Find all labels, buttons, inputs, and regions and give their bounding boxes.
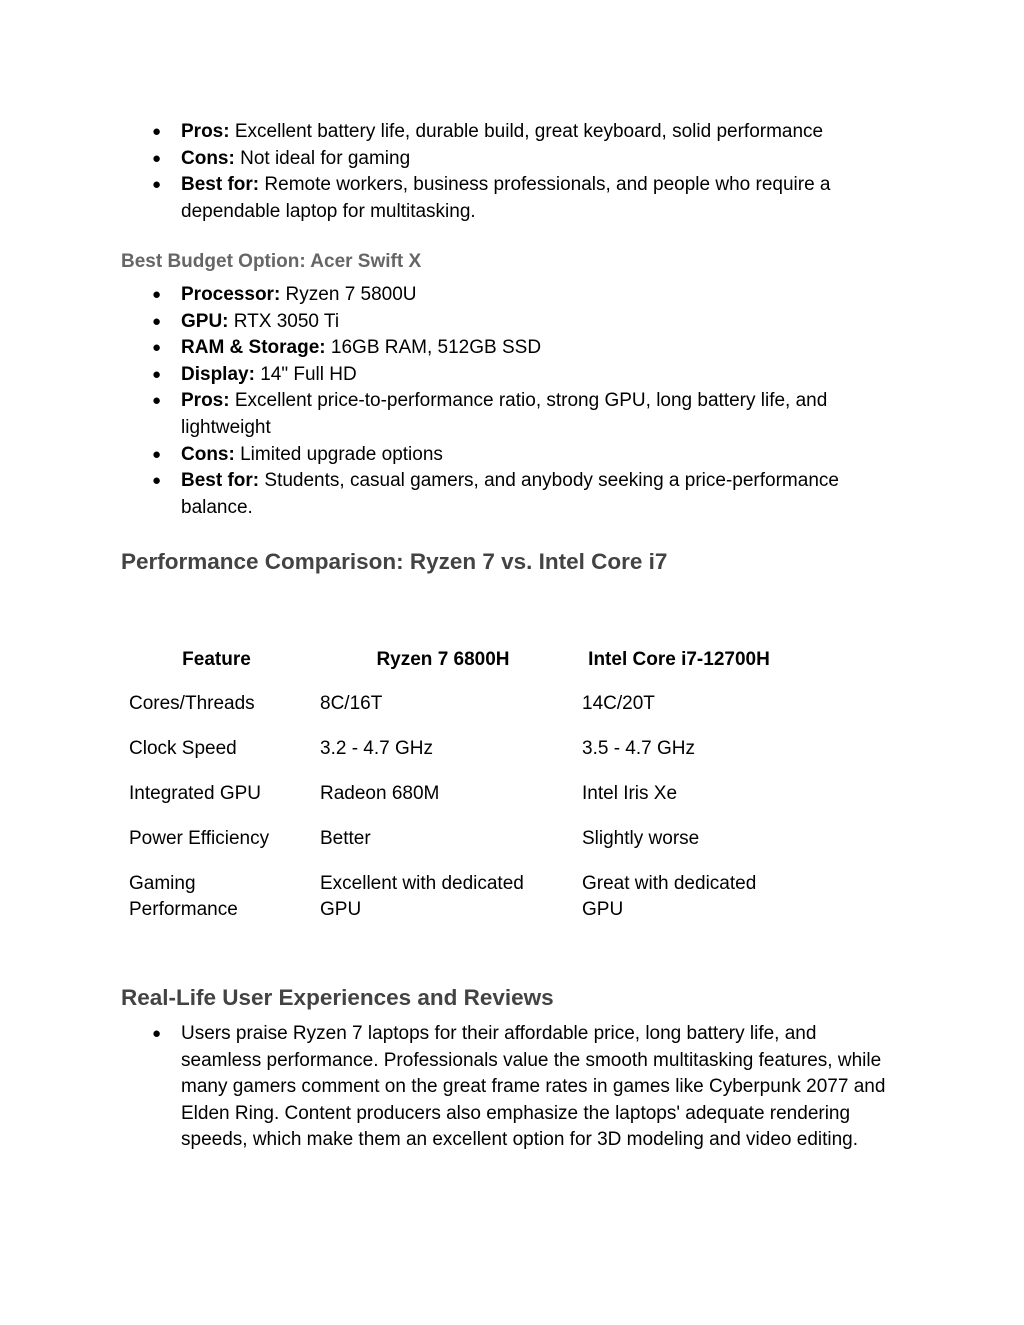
list-item xyxy=(0,362,1024,389)
table-cell: Integrated GPU xyxy=(129,783,262,804)
table-cell: 8C/16T xyxy=(320,693,383,714)
bullet-icon: ● xyxy=(152,312,162,330)
bullet-icon: ● xyxy=(152,149,162,167)
item-label: Display: xyxy=(181,363,255,385)
item-text: Excellent battery life, durable build, great keyboard, solid performance xyxy=(229,121,824,142)
list-item xyxy=(0,388,1024,441)
bullet-icon: ● xyxy=(152,365,162,383)
table-row xyxy=(121,682,784,727)
bullet-icon: ● xyxy=(152,123,162,140)
list-item xyxy=(0,335,1024,362)
item-label: Best for: xyxy=(181,174,260,196)
item-label: GPU: xyxy=(181,310,229,332)
table-cell: 3.5 - 4.7 GHz xyxy=(582,738,695,759)
laptop-details-list xyxy=(0,119,1024,225)
table-row xyxy=(121,862,784,933)
table-cell: 3.2 - 4.7 GHz xyxy=(320,738,433,759)
item-label: Cons: xyxy=(181,147,235,169)
table-cell: Clock Speed xyxy=(129,738,237,759)
item-text: Limited upgrade options xyxy=(234,443,443,465)
bullet-icon: ● xyxy=(152,1025,162,1042)
user-reviews-heading: Real-Life User Experiences and Reviews xyxy=(121,985,554,1010)
item-text: Students, casual gamers, and anybody seeking a price-performance balance. xyxy=(181,470,839,518)
table-cell: 14C/20T xyxy=(582,693,655,714)
bullet-icon: ● xyxy=(152,286,162,303)
item-text: 14" Full HD xyxy=(254,363,357,385)
column-header: Intel Core i7-12700H xyxy=(588,649,770,670)
item-text: Not ideal for gaming xyxy=(234,147,411,169)
item-label: Processor: xyxy=(181,284,281,305)
table-cell: Cores/Threads xyxy=(129,693,255,714)
list-item xyxy=(0,442,1024,469)
reviews-list xyxy=(0,1021,1024,1154)
table-cell: Intel Iris Xe xyxy=(582,783,678,804)
bullet-icon: ● xyxy=(152,472,162,490)
budget-option-heading: Best Budget Option: Acer Swift X xyxy=(121,251,422,272)
bullet-icon: ● xyxy=(152,392,162,410)
table-row xyxy=(121,772,784,817)
list-item xyxy=(0,468,1024,521)
item-text: Ryzen 7 5800U xyxy=(280,284,417,305)
table-row xyxy=(121,727,784,772)
item-label: Pros: xyxy=(181,121,230,142)
table-cell: Great with dedicated GPU xyxy=(582,873,757,920)
performance-comparison-heading: Performance Comparison: Ryzen 7 vs. Intel Core i7 xyxy=(121,549,668,574)
list-item xyxy=(0,282,1024,309)
bullet-icon: ● xyxy=(152,176,162,194)
list-item xyxy=(0,1021,1024,1154)
item-text: RTX 3050 Ti xyxy=(228,310,340,332)
item-label: Pros: xyxy=(181,390,230,412)
column-header: Ryzen 7 6800H xyxy=(376,649,510,670)
bullet-icon: ● xyxy=(152,339,162,357)
item-text: 16GB RAM, 512GB SSD xyxy=(325,337,542,359)
table-cell: Gaming Performance xyxy=(129,873,238,920)
item-label: Cons: xyxy=(181,443,235,465)
list-item xyxy=(0,119,1024,146)
list-item xyxy=(0,309,1024,336)
bullet-icon: ● xyxy=(152,445,162,463)
table-cell: Power Efficiency xyxy=(129,828,270,849)
table-cell: Slightly worse xyxy=(582,828,700,849)
table-row xyxy=(121,817,784,862)
comparison-table xyxy=(121,638,784,933)
item-text: Users praise Ryzen 7 laptops for their affordable price, long battery life, and seamless performance. Professionals value the smooth multitasking features, while many gamers comment on the great frame rates in games like Cyberpunk 2077 and Elden Ring. Content producers also emphasize the laptops' adequate rendering speeds, which make them an excellent option for 3D modeling and video editing. xyxy=(181,1023,886,1151)
table-cell: Excellent with dedicated GPU xyxy=(320,873,524,920)
list-item xyxy=(0,146,1024,173)
list-item xyxy=(0,172,1024,225)
item-label: RAM & Storage: xyxy=(181,337,326,359)
item-text: Excellent price-to-performance ratio, strong GPU, long battery life, and lightweight xyxy=(181,390,828,438)
item-text: Remote workers, business professionals, and people who require a dependable laptop for multitasking. xyxy=(181,174,831,222)
item-label: Best for: xyxy=(181,470,260,492)
table-cell: Radeon 680M xyxy=(320,783,440,804)
table-cell: Better xyxy=(320,828,371,849)
table-header-row xyxy=(121,638,784,682)
budget-specs-list xyxy=(0,282,1024,521)
column-header: Feature xyxy=(182,649,251,670)
